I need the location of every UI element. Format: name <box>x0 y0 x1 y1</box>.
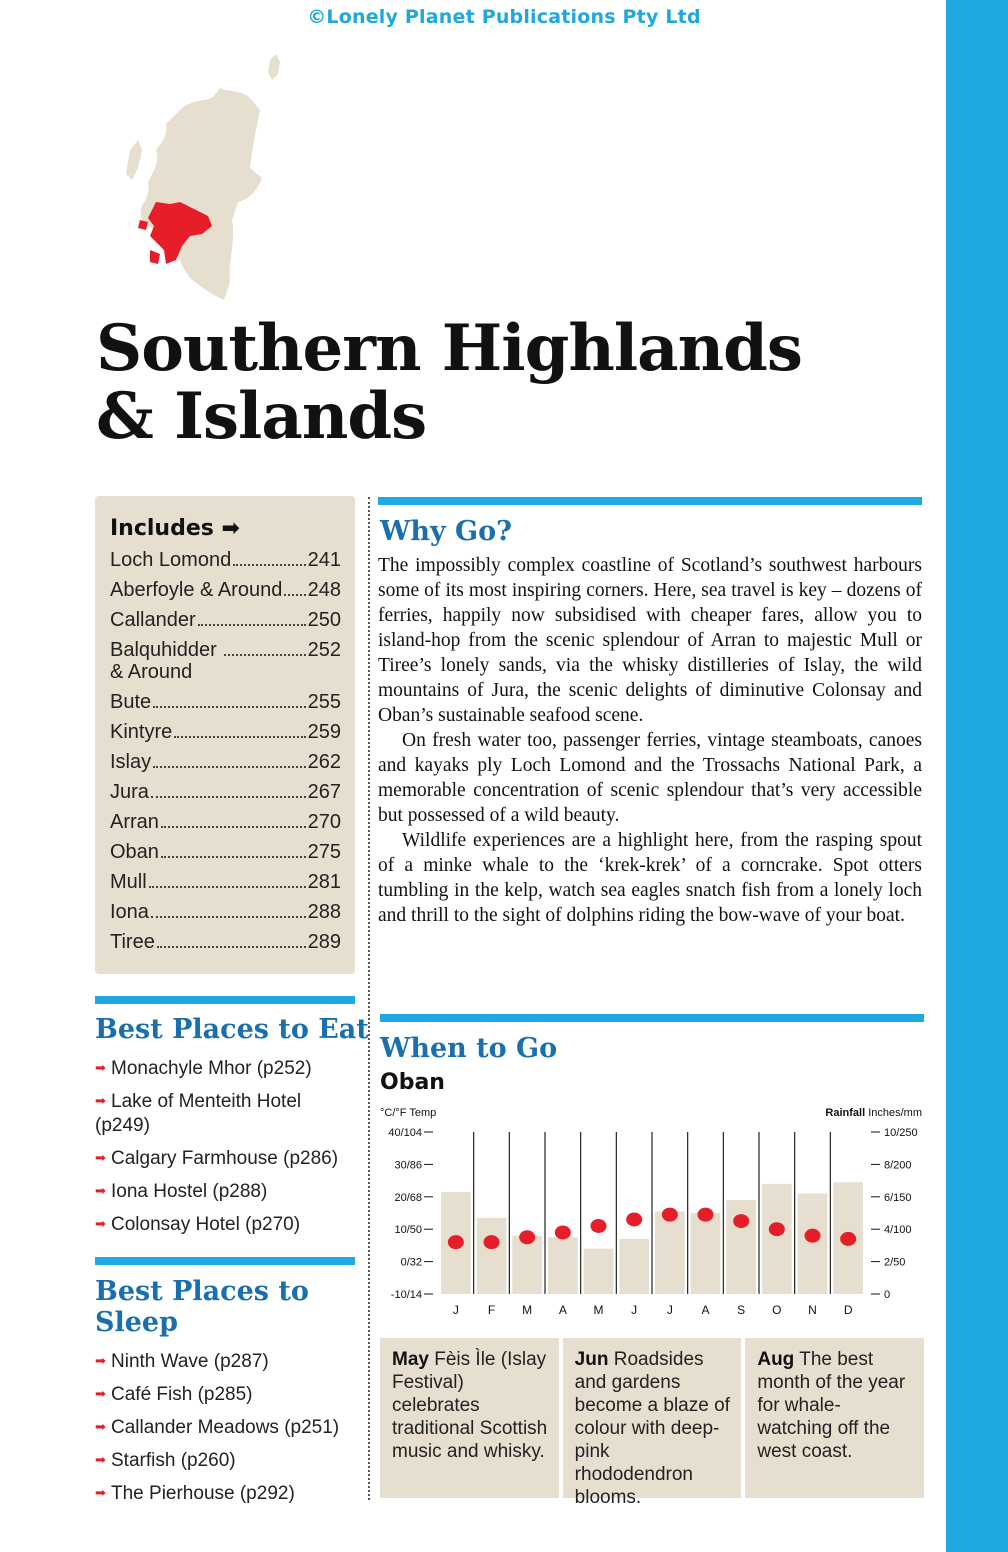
event-month: May <box>392 1349 429 1370</box>
temp-tick-label: 0/32 <box>400 1256 422 1269</box>
best-sleep-item[interactable] <box>95 1382 360 1407</box>
month-label: A <box>558 1303 567 1317</box>
rain-tick-label: 10/250 <box>884 1127 918 1139</box>
temperature-dot <box>626 1212 642 1226</box>
red-arrow-icon: ➡ <box>95 1485 106 1500</box>
rainfall-bar <box>584 1249 614 1294</box>
includes-item[interactable] <box>110 747 341 777</box>
temperature-dot <box>591 1219 607 1233</box>
event-text: Fèis Ìle (Islay Festival) celebrates traditional Scottish music and whisky. <box>392 1349 548 1462</box>
temperature-dot <box>555 1225 571 1239</box>
dot-leader <box>151 796 306 798</box>
event-text: Roadsides and gardens become a blaze of colour with deep-pink rhododendron blooms. <box>574 1349 730 1508</box>
why-go-paragraph: The impossibly complex coastline of Scotland’s southwest harbours some of its most inspiring corners. Here, sea travel is key – dozens of ferries, happily now subsidised with cheaper fares, allow you to island-hop from the scenic splendour of Arran to majestic Mull or Tiree’s lonely sands, via the whisky distilleries of Islay, the wild mountains of Jura, the scenic delights of diminutive Colonsay and Oban’s sustainable seafood scene. <box>378 555 922 726</box>
temp-tick-label: 10/50 <box>394 1224 422 1237</box>
red-arrow-icon: ➡ <box>95 1093 106 1108</box>
shetland-isles-shape <box>268 54 280 80</box>
includes-item[interactable] <box>110 777 341 807</box>
dot-leader <box>151 916 306 918</box>
includes-item-page: 262 <box>307 751 341 773</box>
month-label: N <box>808 1303 817 1317</box>
dot-leader <box>153 766 306 768</box>
temp-axis-label: °C/°F Temp <box>380 1107 437 1119</box>
chart-city-name: Oban <box>380 1070 445 1095</box>
best-sleep-item-text: The Pierhouse (p292) <box>111 1483 295 1504</box>
month-label: M <box>593 1303 604 1317</box>
temperature-dot <box>840 1232 856 1246</box>
includes-item-label: Tiree <box>110 931 155 953</box>
dot-leader <box>157 946 306 948</box>
rain-tick-label: 2/50 <box>884 1256 906 1269</box>
rainfall-bar <box>512 1236 542 1294</box>
includes-item-page: 259 <box>307 721 341 743</box>
best-eat-item-text: Monachyle Mhor (p252) <box>111 1058 312 1079</box>
includes-item-label: Callander <box>110 609 196 631</box>
climate-chart-svg <box>378 1102 924 1326</box>
page-title-line-1: Southern Highlands <box>96 311 802 386</box>
includes-item[interactable] <box>110 605 341 635</box>
when-to-go-heading: When to Go <box>380 1033 558 1064</box>
includes-item[interactable] <box>110 867 341 897</box>
best-sleep-item[interactable] <box>95 1448 360 1473</box>
best-sleep-item-text: Callander Meadows (p251) <box>111 1417 340 1438</box>
best-eat-item[interactable] <box>95 1212 360 1237</box>
best-sleep-rule <box>95 1257 355 1265</box>
includes-heading-text: Includes <box>110 516 214 541</box>
best-eat-item[interactable] <box>95 1146 360 1171</box>
includes-item-page: 241 <box>307 549 341 571</box>
right-arrow-icon: ➡ <box>221 516 240 541</box>
best-sleep-heading <box>95 1276 309 1338</box>
why-go-paragraph: On fresh water too, passenger ferries, vintage steamboats, canoes and kayaks ply Loch Lomond and the Trossachs National Park, a memorable concentration of scenic splendour that’s very accessible but possessed of a wild beauty. <box>378 730 922 826</box>
climate-chart <box>378 1102 924 1326</box>
includes-item-label: Oban <box>110 841 159 863</box>
event-text: The best month of the year for whale-watching off the west coast. <box>757 1349 906 1462</box>
page-title-line-2: & Islands <box>96 379 427 454</box>
includes-item-page: 281 <box>307 871 341 893</box>
red-arrow-icon: ➡ <box>95 1150 106 1165</box>
best-eat-item-text: Lake of Menteith Hotel (p249) <box>95 1091 302 1136</box>
temperature-dot <box>805 1229 821 1243</box>
best-eat-rule <box>95 996 355 1004</box>
includes-item-label: Loch Lomond <box>110 549 232 571</box>
best-sleep-heading-line-1: Best Places to <box>95 1276 309 1307</box>
temperature-dot <box>448 1235 464 1249</box>
event-card <box>380 1338 559 1498</box>
rainfall-bar <box>691 1213 721 1294</box>
month-label: A <box>701 1303 710 1317</box>
red-arrow-icon: ➡ <box>95 1060 106 1075</box>
temp-tick-label: 30/86 <box>394 1159 422 1172</box>
rain-axis-label: Rainfall Inches/mm <box>825 1107 922 1119</box>
includes-item[interactable] <box>110 927 341 957</box>
includes-item[interactable] <box>110 807 341 837</box>
month-label: J <box>666 1303 673 1317</box>
red-arrow-icon: ➡ <box>95 1452 106 1467</box>
edge-tab-stripe <box>946 0 1008 1552</box>
month-label: F <box>487 1303 496 1317</box>
best-eat-item[interactable] <box>95 1056 360 1081</box>
rain-tick-label: 4/100 <box>884 1224 912 1237</box>
best-eat-heading: Best Places to Eat <box>95 1014 369 1045</box>
event-month: Aug <box>757 1349 795 1370</box>
best-sleep-item-text: Café Fish (p285) <box>111 1384 253 1405</box>
rainfall-bar <box>762 1184 792 1294</box>
red-arrow-icon: ➡ <box>95 1353 106 1368</box>
dot-leader <box>174 736 305 738</box>
temperature-dot <box>698 1208 714 1222</box>
best-sleep-item-text: Ninth Wave (p287) <box>111 1351 269 1372</box>
why-go-heading: Why Go? <box>380 516 512 547</box>
includes-item[interactable] <box>110 687 341 717</box>
best-eat-item-text: Calgary Farmhouse (p286) <box>111 1148 339 1169</box>
temp-tick-label: -10/14 <box>390 1289 422 1301</box>
best-sleep-list <box>95 1349 360 1514</box>
temperature-dot <box>519 1230 535 1244</box>
includes-item[interactable] <box>110 545 341 575</box>
month-label: S <box>737 1303 746 1317</box>
includes-item[interactable] <box>110 575 341 605</box>
includes-item-page: 288 <box>307 901 341 923</box>
rainfall-bar <box>619 1239 649 1294</box>
event-month: Jun <box>574 1349 609 1370</box>
events-row <box>380 1338 924 1508</box>
rainfall-bar <box>477 1218 507 1294</box>
red-arrow-icon: ➡ <box>95 1216 106 1231</box>
includes-item-page: 248 <box>307 579 341 601</box>
when-to-go-rule <box>380 1014 924 1022</box>
includes-item-page: 289 <box>307 931 341 953</box>
includes-item-label: Iona <box>110 901 149 923</box>
red-arrow-icon: ➡ <box>95 1183 106 1198</box>
temperature-dot <box>662 1208 678 1222</box>
dot-leader <box>161 826 306 828</box>
best-eat-list <box>95 1056 360 1245</box>
red-arrow-icon: ➡ <box>95 1386 106 1401</box>
dot-leader <box>149 886 306 888</box>
why-go-body <box>378 553 922 928</box>
includes-item[interactable] <box>110 897 341 927</box>
best-eat-item-text: Colonsay Hotel (p270) <box>111 1214 301 1235</box>
best-sleep-item-text: Starfish (p260) <box>111 1450 236 1471</box>
includes-item-page: 252 <box>307 639 341 661</box>
includes-item-page: 255 <box>307 691 341 713</box>
rain-tick-label: 0 <box>884 1289 891 1301</box>
month-label: J <box>631 1303 638 1317</box>
dot-leader <box>224 654 306 656</box>
copyright-notice: ©Lonely Planet Publications Pty Ltd <box>307 6 701 28</box>
dot-leader <box>161 856 306 858</box>
includes-item-label: Mull <box>110 871 147 893</box>
event-card <box>563 1338 742 1508</box>
event-card <box>745 1338 924 1498</box>
temperature-dot <box>733 1214 749 1228</box>
month-label: O <box>772 1303 782 1317</box>
dot-leader <box>198 624 306 626</box>
best-sleep-item[interactable] <box>95 1349 360 1374</box>
why-go-paragraph: Wildlife experiences are a highlight here, from the rasping spout of a minke whale to the ‘krek-krek’ of a corncrake. Spot otters tumbling in the kelp, watch sea eagles snatch fish from a lonely loch and thrill to the sight of dolphins riding the bow-wave of your boat. <box>378 830 922 926</box>
rain-tick-label: 8/200 <box>884 1159 912 1172</box>
why-go-rule <box>378 497 922 505</box>
best-sleep-item[interactable] <box>95 1481 360 1506</box>
dot-leader <box>233 564 305 566</box>
month-label: J <box>452 1303 459 1317</box>
includes-heading <box>110 516 341 541</box>
temperature-dot <box>769 1222 785 1236</box>
includes-item-label: Arran <box>110 811 159 833</box>
includes-item-page: 270 <box>307 811 341 833</box>
includes-item-label: Aberfoyle & Around <box>110 579 283 601</box>
rainfall-bar <box>655 1211 685 1294</box>
month-label: D <box>843 1303 853 1317</box>
rainfall-bar <box>548 1237 578 1294</box>
rainfall-bar <box>798 1194 828 1294</box>
temp-tick-label: 40/104 <box>388 1127 422 1139</box>
red-arrow-icon: ➡ <box>95 1419 106 1434</box>
temperature-dot <box>484 1235 500 1249</box>
includes-item[interactable] <box>110 837 341 867</box>
temp-tick-label: 20/68 <box>394 1191 422 1204</box>
best-eat-item[interactable] <box>95 1089 360 1138</box>
includes-item-label: Jura <box>110 781 149 803</box>
includes-box <box>95 496 355 974</box>
dot-leader <box>153 706 305 708</box>
includes-item-label: Kintyre <box>110 721 173 743</box>
includes-item-label: Islay <box>110 751 152 773</box>
dot-leader <box>284 594 305 596</box>
includes-item-label: Balquhidder & Around <box>110 639 217 683</box>
includes-item-page: 267 <box>307 781 341 803</box>
best-sleep-item[interactable] <box>95 1415 360 1440</box>
includes-item-page: 275 <box>307 841 341 863</box>
rain-tick-label: 6/150 <box>884 1191 912 1204</box>
page-title <box>96 311 802 454</box>
month-label: M <box>522 1303 533 1317</box>
includes-item-page: 250 <box>307 609 341 631</box>
best-eat-item[interactable] <box>95 1179 360 1204</box>
includes-item-label: Bute <box>110 691 152 713</box>
scotland-locator-map <box>120 50 290 300</box>
includes-item[interactable] <box>110 639 341 683</box>
western-isles-shape <box>126 140 142 180</box>
best-sleep-heading-line-2: Sleep <box>95 1307 178 1338</box>
includes-item[interactable] <box>110 717 341 747</box>
best-eat-item-text: Iona Hostel (p288) <box>111 1181 268 1202</box>
column-divider <box>368 497 370 1500</box>
